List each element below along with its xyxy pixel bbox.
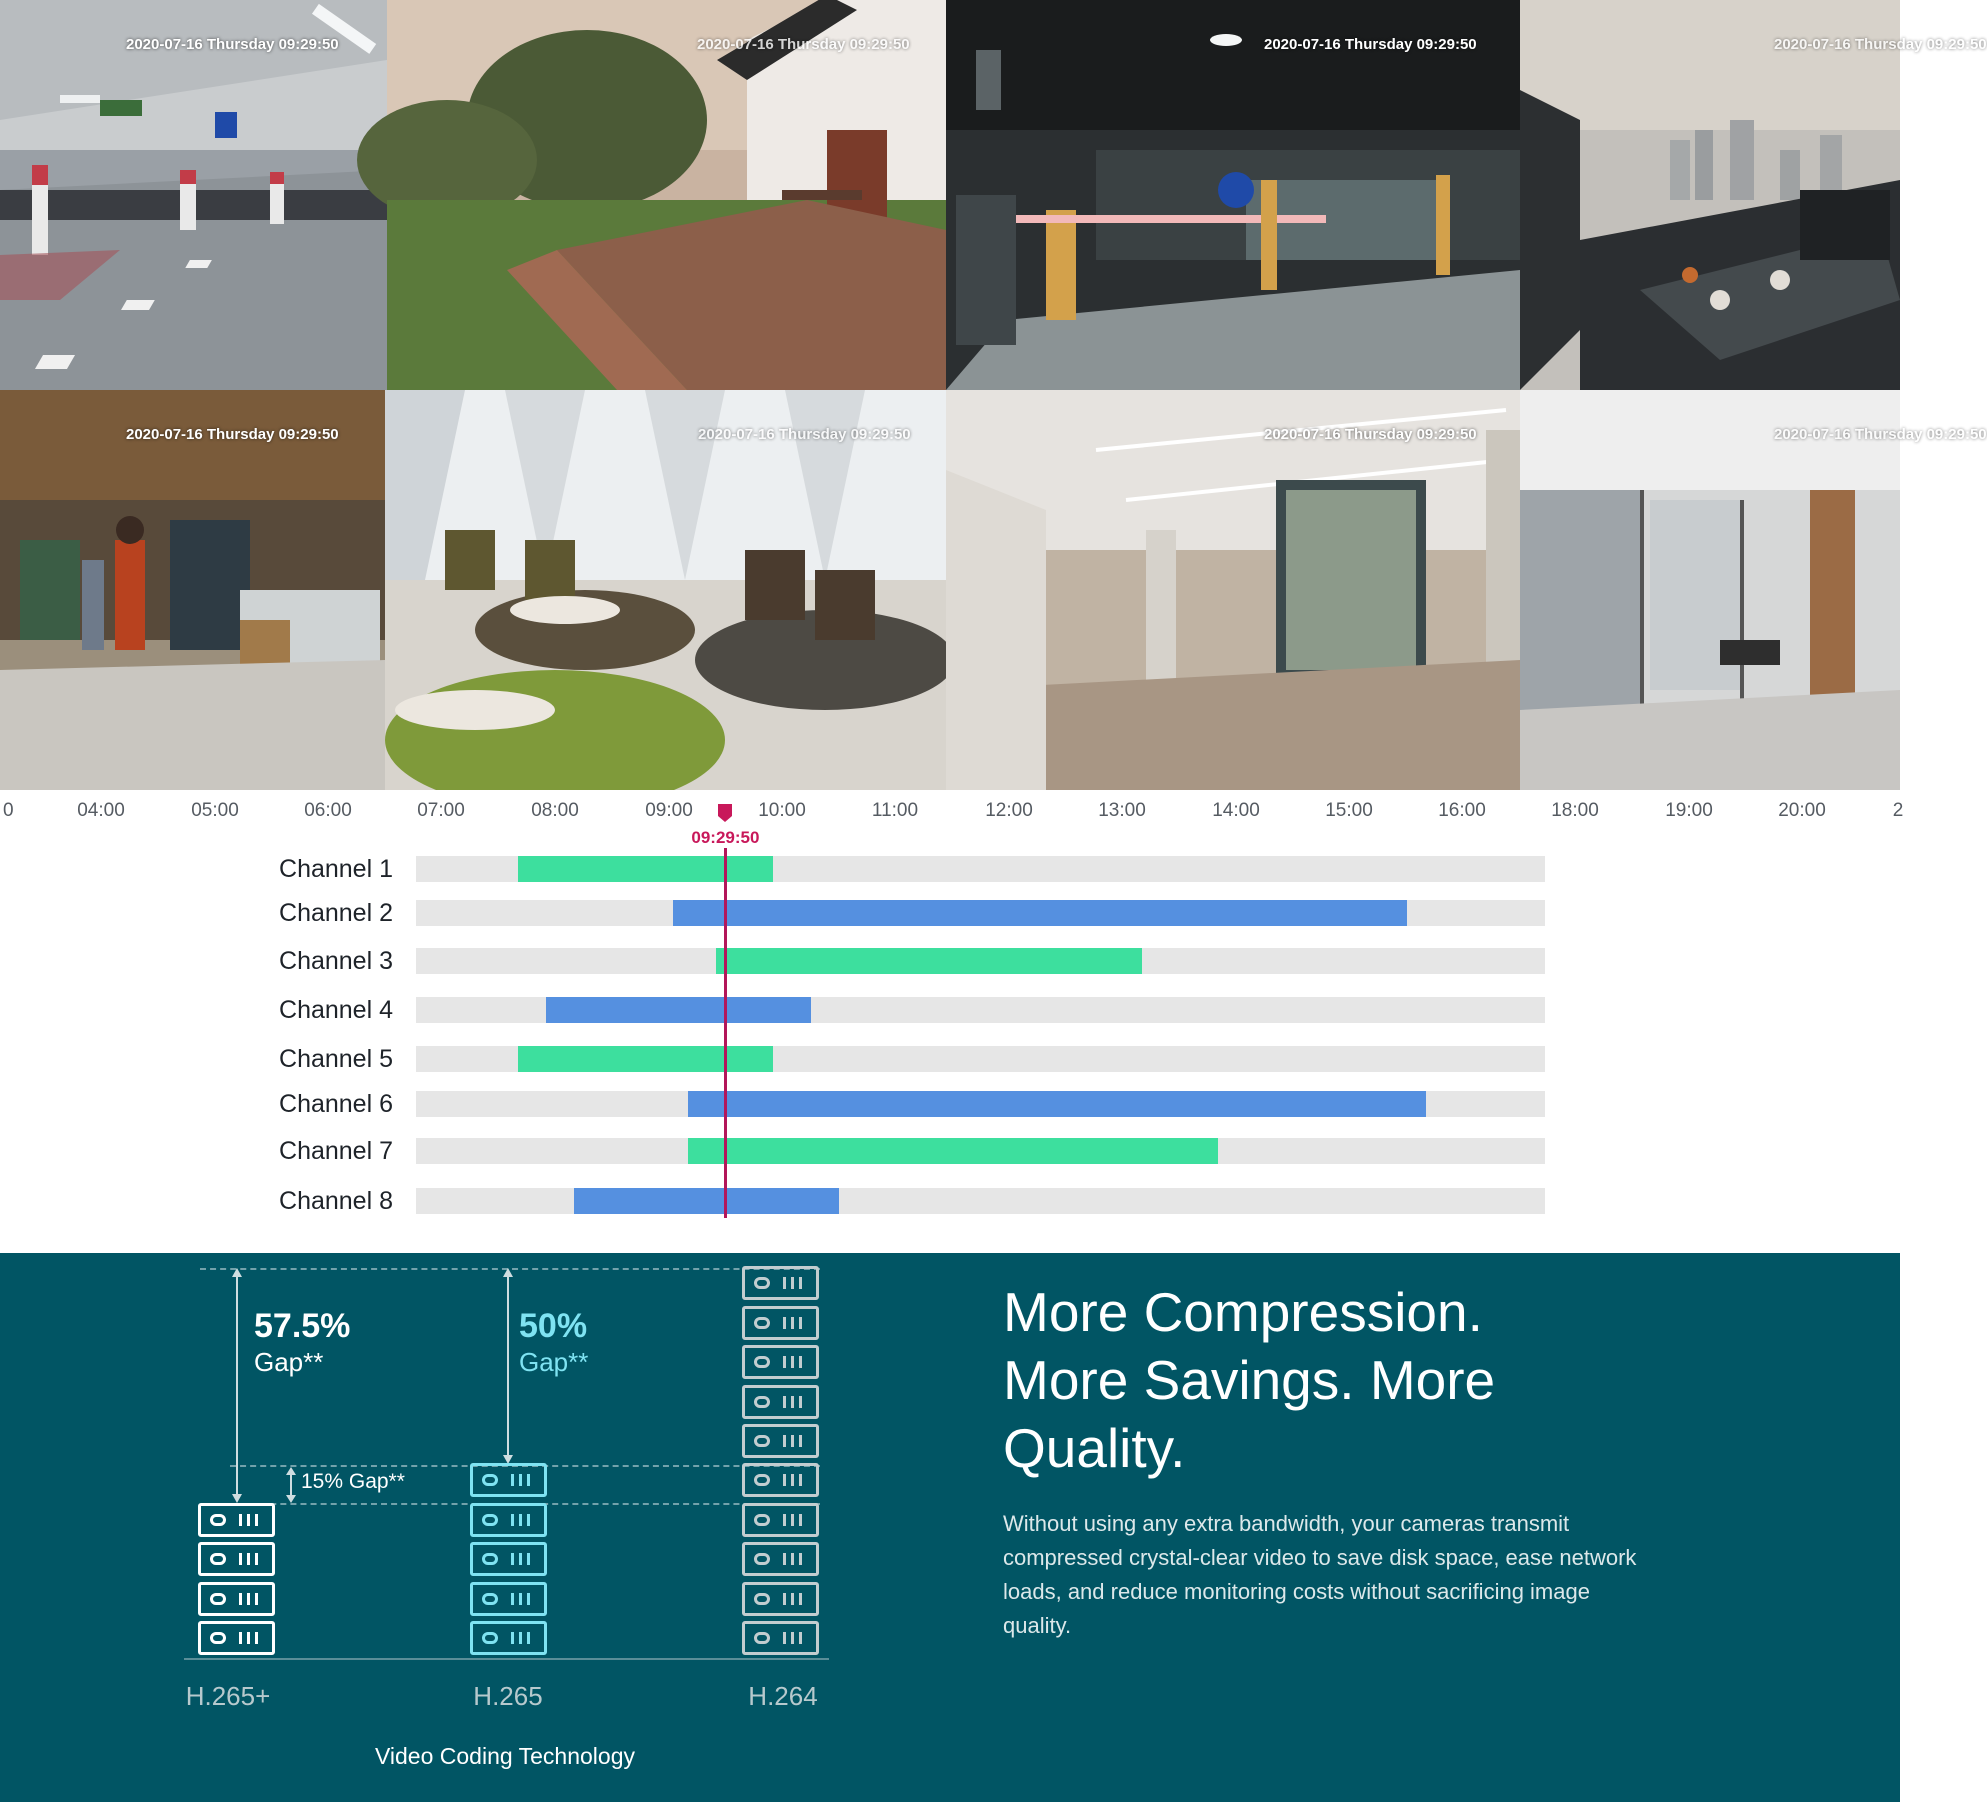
h265plus-gap-label: Gap**	[254, 1347, 324, 1377]
server-icon	[198, 1542, 275, 1576]
channel-track[interactable]	[416, 1188, 1545, 1214]
h265plus-gap-percent: 57.5%	[254, 1307, 351, 1345]
recording-segment[interactable]	[518, 856, 773, 882]
camera-view-8[interactable]	[1520, 390, 1987, 790]
rooftop-restaurant-image	[1520, 0, 1900, 390]
recording-segment[interactable]	[688, 1091, 1426, 1117]
channel-track[interactable]	[416, 1091, 1545, 1117]
hour-tick-label: 19:00	[1665, 800, 1713, 821]
arrow-up-icon	[286, 1467, 296, 1475]
server-icon	[198, 1503, 275, 1537]
channel-label: Channel 3	[279, 947, 393, 975]
h265-gap-label: Gap**	[519, 1347, 589, 1377]
channel-track[interactable]	[416, 856, 1545, 882]
camera-view-5[interactable]	[0, 390, 385, 790]
recording-segment[interactable]	[673, 900, 1407, 926]
codec-label-h264: H.264	[748, 1681, 818, 1711]
office-lobby-image	[946, 390, 1520, 790]
server-icon	[742, 1266, 819, 1300]
recording-segment[interactable]	[688, 1138, 1218, 1164]
server-icon	[470, 1463, 547, 1497]
server-icon	[470, 1503, 547, 1537]
h265-gap-percent: 50%	[519, 1307, 588, 1345]
camera-grid	[0, 0, 1987, 790]
server-icon	[470, 1621, 547, 1655]
arrow-up-icon	[503, 1268, 513, 1277]
office-floor-image	[1520, 390, 1900, 790]
house-deck-image	[387, 0, 946, 390]
hour-tick-label: 2	[1892, 800, 1904, 821]
chart-baseline	[184, 1658, 829, 1660]
camera-view-3[interactable]	[946, 0, 1520, 390]
channel-label: Channel 1	[279, 855, 393, 883]
playback-timeline[interactable]	[0, 790, 1904, 1253]
h265-gap-arrow	[507, 1275, 509, 1461]
channel-label: Channel 5	[279, 1045, 393, 1073]
server-icon	[742, 1306, 819, 1340]
arrow-down-icon	[232, 1494, 242, 1503]
server-icon	[742, 1424, 819, 1458]
hour-tick-label: 15:00	[1325, 800, 1373, 821]
small-gap-label: 15% Gap**	[301, 1470, 405, 1493]
channel-label: Channel 8	[279, 1187, 393, 1215]
server-icon	[742, 1621, 819, 1655]
hour-tick-label: 14:00	[1212, 800, 1260, 821]
recording-segment[interactable]	[716, 948, 1142, 974]
channel-row[interactable]	[0, 993, 1900, 1027]
server-icon	[742, 1582, 819, 1616]
codec-comparison-chart	[0, 1253, 880, 1802]
camera-view-4[interactable]	[1520, 0, 1987, 390]
channel-label: Channel 7	[279, 1137, 393, 1165]
channel-row[interactable]	[0, 1042, 1900, 1076]
arrow-up-icon	[232, 1268, 242, 1277]
server-icon	[470, 1542, 547, 1576]
hour-tick-label: 20:00	[1778, 800, 1826, 821]
channel-track[interactable]	[416, 1046, 1545, 1072]
lounge-image	[385, 390, 946, 790]
hour-tick-label: 0	[3, 800, 14, 821]
channel-track[interactable]	[416, 900, 1545, 926]
server-icon	[742, 1345, 819, 1379]
section-body-text: Without using any extra bandwidth, your cameras transmit compressed crystal-clear video to save disk space, ease network loads, and reduce monitoring costs without sacrificing image quality.	[1003, 1511, 1637, 1638]
parking-gate-image	[946, 0, 1520, 390]
channel-label: Channel 4	[279, 996, 393, 1024]
channel-track[interactable]	[416, 1138, 1545, 1164]
codec-label-h265: H.265	[473, 1681, 543, 1711]
channel-row[interactable]	[0, 1087, 1900, 1121]
camera-timestamp: 2020-07-16 Thursday 09:29:50	[126, 426, 339, 443]
hour-tick-label: 13:00	[1098, 800, 1146, 821]
time-axis[interactable]	[0, 790, 1904, 821]
hour-tick-label: 18:00	[1551, 800, 1599, 821]
camera-timestamp: 2020-07-16 Thursday 09:29:50	[1774, 426, 1987, 443]
channel-row[interactable]	[0, 1134, 1900, 1168]
hour-tick-label: 11:00	[871, 800, 919, 821]
channel-label: Channel 2	[279, 899, 393, 927]
hour-tick-label: 10:00	[758, 800, 806, 821]
camera-view-7[interactable]	[946, 390, 1520, 790]
playhead-time-label: 09:29:50	[691, 828, 760, 847]
supermarket-image	[0, 390, 385, 790]
server-icon	[742, 1385, 819, 1419]
playhead-marker-icon[interactable]	[718, 804, 732, 822]
chart-caption: Video Coding Technology	[374, 1743, 636, 1769]
channel-track[interactable]	[416, 997, 1545, 1023]
camera-timestamp: 2020-07-16 Thursday 09:29:50	[697, 36, 910, 53]
h265plus-gap-arrow	[236, 1275, 238, 1501]
hour-tick-label: 16:00	[1438, 800, 1486, 821]
hour-tick-label: 12:00	[985, 800, 1033, 821]
parking-garage-image	[0, 0, 387, 390]
channel-row[interactable]	[0, 852, 1900, 886]
camera-timestamp: 2020-07-16 Thursday 09:29:50	[1774, 36, 1987, 53]
compression-section	[0, 1253, 1900, 1802]
server-icon	[198, 1582, 275, 1616]
hour-tick-label: 09:00	[645, 800, 693, 821]
recording-segment[interactable]	[574, 1188, 839, 1214]
camera-timestamp: 2020-07-16 Thursday 09:29:50	[698, 426, 911, 443]
camera-timestamp: 2020-07-16 Thursday 09:29:50	[1264, 36, 1477, 53]
playhead-line[interactable]	[724, 848, 727, 1218]
server-icon	[742, 1463, 819, 1497]
hour-tick-label: 06:00	[304, 800, 352, 821]
camera-view-2[interactable]	[387, 0, 946, 390]
recording-segment[interactable]	[546, 997, 811, 1023]
server-icon	[742, 1503, 819, 1537]
hour-tick-label: 08:00	[531, 800, 579, 821]
hour-tick-label: 07:00	[417, 800, 465, 821]
arrow-down-icon	[286, 1495, 296, 1503]
server-icon	[742, 1542, 819, 1576]
recording-segment[interactable]	[518, 1046, 773, 1072]
camera-timestamp: 2020-07-16 Thursday 09:29:50	[1264, 426, 1477, 443]
server-icon	[198, 1621, 275, 1655]
hour-tick-label: 05:00	[191, 800, 239, 821]
channel-track[interactable]	[416, 948, 1545, 974]
server-icon	[470, 1582, 547, 1616]
channel-row[interactable]	[0, 896, 1900, 930]
camera-view-6[interactable]	[385, 390, 946, 790]
camera-timestamp: 2020-07-16 Thursday 09:29:50	[126, 36, 339, 53]
channel-label: Channel 6	[279, 1090, 393, 1118]
camera-view-1[interactable]	[0, 0, 387, 390]
channel-row[interactable]	[0, 944, 1900, 978]
hour-tick-label: 04:00	[77, 800, 125, 821]
codec-label-h265plus: H.265+	[185, 1681, 271, 1711]
channel-row[interactable]	[0, 1184, 1900, 1218]
section-headline: More Compression. More Savings. More Quality.	[1003, 1281, 1496, 1479]
